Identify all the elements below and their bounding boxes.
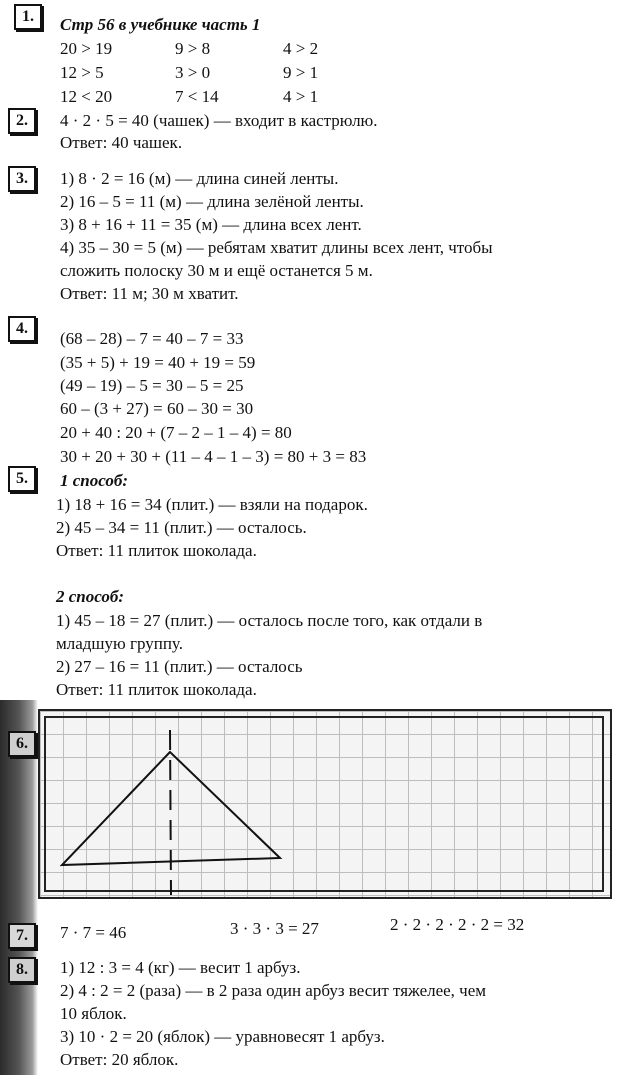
task7-item-2: 3 · 3 · 3 = 27 [230,919,319,938]
task-number-8: 8. [8,957,36,983]
comparison-r2-c2: 3 > 0 [175,63,211,82]
task7-item-3: 2 · 2 · 2 · 2 · 2 = 32 [390,915,525,934]
task-number-2: 2. [8,108,36,134]
task5-way1-answer: Ответ: 11 плиток шоколада. [56,541,257,560]
task2-answer: Ответ: 40 чашек. [60,133,183,152]
task5-way2-line-3: 2) 27 – 16 = 11 (плит.) — осталось [56,657,303,676]
comparison-r1-c3: 4 > 2 [283,39,319,58]
task4-line-4: 60 – (3 + 27) = 60 – 30 = 30 [60,399,254,418]
task5-way2-line-2: младшую группу. [56,634,183,653]
comparison-r2-c3: 9 > 1 [283,63,319,82]
task3-answer: Ответ: 11 м; 30 м хватит. [60,284,239,303]
task3-line-5: сложить полоску 30 м и ещё останется 5 м. [60,261,373,280]
task3-line-3: 3) 8 + 16 + 11 = 35 (м) — длина всех лент. [60,215,362,234]
task-number-1: 1. [14,4,42,30]
task5-way2-line-1: 1) 45 – 18 = 27 (плит.) — осталось после того, как отдали в [56,611,483,630]
comparison-r3-c2: 7 < 14 [175,87,219,106]
task8-line-1: 1) 12 : 3 = 4 (кг) — весит 1 арбуз. [60,958,301,977]
task4-line-2: (35 + 5) + 19 = 40 + 19 = 59 [60,353,256,372]
task7-item-1: 7 · 7 = 46 [60,923,127,942]
task5-way2-title: 2 способ: [56,587,125,606]
task6-grid-frame [44,716,604,892]
comparison-r1-c2: 9 > 8 [175,39,211,58]
task4-line-3: (49 – 19) – 5 = 30 – 5 = 25 [60,376,244,395]
comparison-r3-c3: 4 > 1 [283,87,319,106]
comparison-r1-c1: 20 > 19 [60,39,113,58]
task-number-7: 7. [8,923,36,949]
task8-line-4: 3) 10 · 2 = 20 (яблок) — уравновесят 1 арбуз. [60,1027,385,1046]
task4-line-5: 20 + 40 : 20 + (7 – 2 – 1 – 4) = 80 [60,423,292,442]
task3-line-4: 4) 35 – 30 = 5 (м) — ребятам хватит длины всех лент, чтобы [60,238,493,257]
task8-answer: Ответ: 20 яблок. [60,1050,179,1069]
task8-line-3: 10 яблок. [60,1004,127,1023]
task4-line-6: 30 + 20 + 30 + (11 – 4 – 1 – 3) = 80 + 3 = 83 [60,447,367,466]
task-number-6: 6. [8,731,36,757]
task5-way2-answer: Ответ: 11 плиток шоколада. [56,680,257,699]
task3-line-2: 2) 16 – 5 = 11 (м) — длина зелёной ленты. [60,192,364,211]
comparison-r2-c1: 12 > 5 [60,63,104,82]
task5-way1-line-1: 1) 18 + 16 = 34 (плит.) — взяли на подарок. [56,495,368,514]
task-number-3: 3. [8,166,36,192]
task-number-4: 4. [8,316,36,342]
task2-line-1: 4 · 2 · 5 = 40 (чашек) — входит в кастрюлю. [60,111,378,130]
task3-line-1: 1) 8 · 2 = 16 (м) — длина синей ленты. [60,169,339,188]
task8-line-2: 2) 4 : 2 = 2 (раза) — в 2 раза один арбуз весит тяжелее, чем [60,981,487,1000]
task1-header: Стр 56 в учебнике часть 1 [60,15,261,34]
comparison-r3-c1: 12 < 20 [60,87,113,106]
task4-line-1: (68 – 28) – 7 = 40 – 7 = 33 [60,329,244,348]
task5-way1-title: 1 способ: [60,471,129,490]
task-number-5: 5. [8,466,36,492]
task5-way1-line-2: 2) 45 – 34 = 11 (плит.) — осталось. [56,518,307,537]
